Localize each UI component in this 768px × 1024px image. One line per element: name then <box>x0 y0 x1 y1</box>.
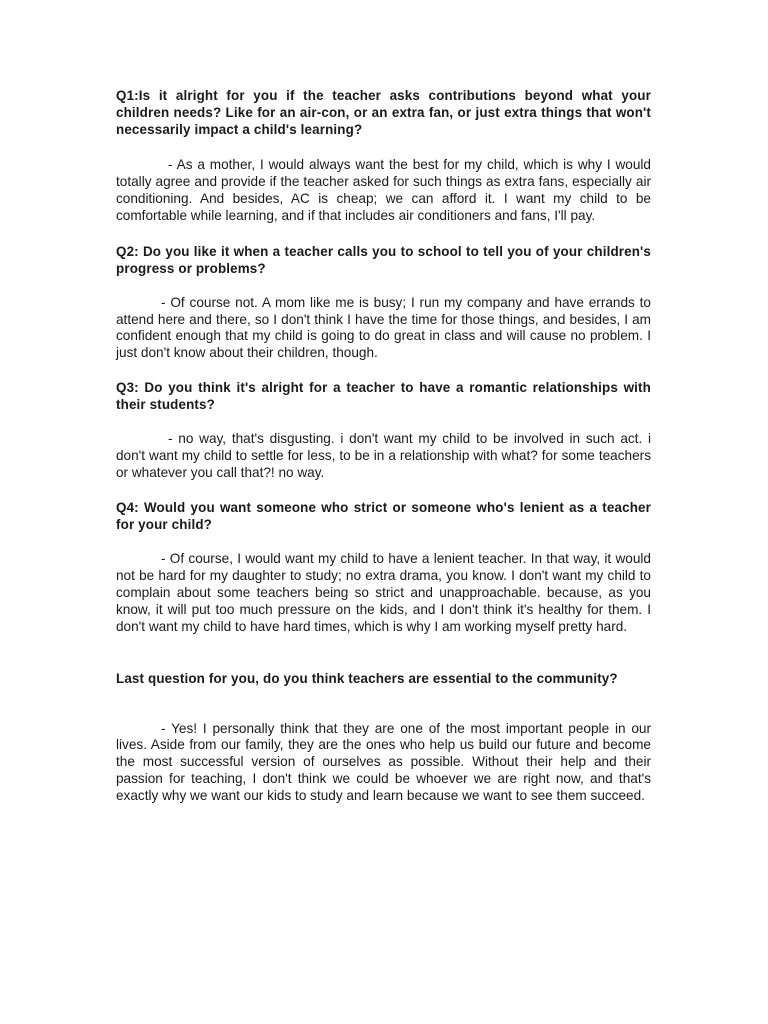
question-3: Q3: Do you think it's alright for a teacher to have a romantic relationships with their students? <box>116 380 651 413</box>
answer-4: - Of course, I would want my child to have a lenient teacher. In that way, it would not be hard for my daughter to study; no extra drama, you know. I don't want my child to complain about some teachers being so strict and unapproachable. because, as you know, it will put too much pressure on the kids, and I don't think it's healthy for them. I don't want my child to have hard times, which is why I am working myself pretty hard. <box>116 550 651 634</box>
question-last: Last question for you, do you think teachers are essential to the community? <box>116 670 618 686</box>
answer-1: - As a mother, I would always want the best for my child, which is why I would totally agree and provide if the teacher asked for such things as extra fans, especially air conditioning. And besides, AC is cheap; we can afford it. I want my child to be comfortable while learning, and if that includes air conditioners and fans, I'll pay. <box>116 157 651 223</box>
answer-2: - Of course not. A mom like me is busy; I run my company and have errands to attend here and there, so I don't think I have the time for those things, and besides, I am confident enough that my child is going to do great in class and will cause no problem. I just don't know about their children, though. <box>116 294 651 361</box>
answer-3: - no way, that's disgusting. i don't want my child to be involved in such act. i don't want my child to settle for less, to be in a relationship with what? for some teachers or whatever you call that?! no way. <box>116 431 651 481</box>
question-4: Q4: Would you want someone who strict or someone who's lenient as a teacher for your child? <box>116 499 651 532</box>
question-2: Q2: Do you like it when a teacher calls you to school to tell you of your children's progress or problems? <box>116 243 651 276</box>
answer-last: - Yes! I personally think that they are one of the most important people in our lives. Aside from our family, they are the ones who help us build our future and become the most successful version of ourselves as possible. Without their help and their passion for teaching, I don't think we could be whoever we are right now, and that's exactly why we want our kids to study and learn because we want to see them succeed. <box>116 720 651 804</box>
document-page <box>116 85 651 805</box>
question-1: Q1:Is it alright for you if the teacher asks contributions beyond what your children needs? Like for an air-con, or an extra fan, or just extra things that won't necessarily impact a child's learning? <box>116 88 651 137</box>
